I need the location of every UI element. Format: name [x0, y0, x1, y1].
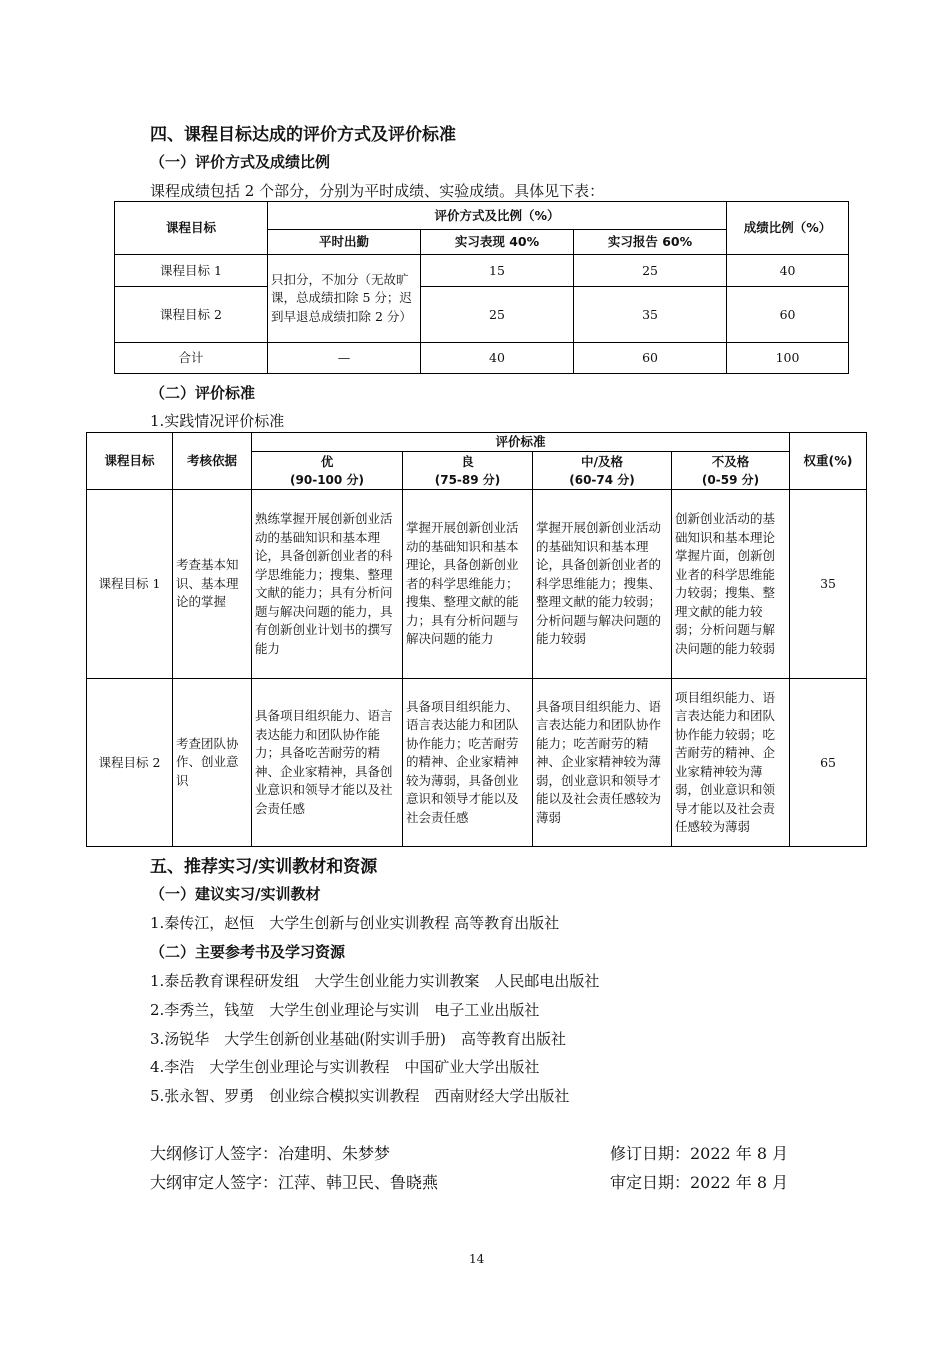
t1-perf: 25: [421, 287, 574, 343]
table-row: [87, 679, 867, 847]
t2-header-fail: 不及格 (0-59 分): [672, 452, 790, 490]
reference-item: 5.张永智、罗勇 创业综合模拟实训教程 西南财经大学出版社: [150, 1087, 570, 1105]
t2-basis: 考查团队协作、创业意识: [173, 679, 252, 847]
t2-header-weight: 权重(%): [790, 433, 867, 490]
t2-good: 具备项目组织能力、语言表达能力和团队协作能力；吃苦耐劳的精神、企业家精神较为薄弱，具备创业意识和领导才能以及社会责任感: [403, 679, 533, 847]
t1-ratio: 40: [727, 255, 849, 287]
revise-date: 修订日期：2022 年 8 月: [610, 1144, 789, 1163]
table-row: [115, 287, 849, 343]
t1-total-perf: 40: [421, 343, 574, 374]
t1-header-attend: 平时出勤: [268, 230, 421, 255]
t1-total-ratio: 100: [727, 343, 849, 374]
t1-goal: 课程目标 1: [115, 255, 268, 287]
table-row: [87, 490, 867, 679]
t1-header-goal: 课程目标: [115, 202, 268, 255]
section-4-sub2-item: 1.实践情况评价标准: [150, 412, 285, 430]
table-row: [115, 255, 849, 287]
approver-names: 江萍、韩卫民、鲁晓燕: [278, 1173, 439, 1192]
t1-header-report: 实习报告 60%: [574, 230, 727, 255]
t2-weight: 65: [790, 679, 867, 847]
reviser-signature: [150, 1141, 390, 1164]
section-5-title: 五、推荐实习/实训教材和资源: [150, 857, 378, 877]
t2-header-good: 良 (75-89 分): [403, 452, 533, 490]
t2-fail: 项目组织能力、语言表达能力和团队协作能力较弱；吃苦耐劳的精神、企业家精神较为薄弱，创业意识和领导才能以及社会责任感较为薄弱: [672, 679, 790, 847]
t1-header-ratio: 成绩比例（%）: [727, 202, 849, 255]
t1-perf: 15: [421, 255, 574, 287]
t2-basis: 考查基本知识、基本理论的掌握: [173, 490, 252, 679]
t2-header-goal: 课程目标: [87, 433, 173, 490]
t2-header-pass: 中/及格 (60-74 分): [533, 452, 672, 490]
approver-signature: [150, 1170, 438, 1193]
page-number: 14: [469, 1252, 485, 1266]
t2-header-standard: 评价标准: [252, 433, 790, 452]
t2-pass: 掌握开展创新创业活动的基础知识和基本理论，具备创新创业者的科学思维能力；搜集、整理文献的能力较弱；分析问题与解决问题的能力较弱: [533, 490, 672, 679]
reviser-names: 冶建明、朱梦梦: [278, 1144, 391, 1163]
section-5-sub2: （二）主要参考书及学习资源: [150, 943, 346, 961]
section-4-intro: 课程成绩包括 2 个部分，分别为平时成绩、实验成绩。具体见下表：: [150, 182, 605, 200]
evaluation-standard-table: [86, 432, 867, 847]
grade-ratio-table: [114, 201, 849, 374]
t1-header-perf: 实习表现 40%: [421, 230, 574, 255]
reference-item: 1.泰岳教育课程研发组 大学生创业能力实训教案 人民邮电出版社: [150, 972, 600, 990]
section-4-title: 四、课程目标达成的评价方式及评价标准: [150, 125, 456, 145]
textbook-item: 1.秦传江，赵恒 大学生创新与创业实训教程 高等教育出版社: [150, 914, 560, 932]
t2-excellent: 熟练掌握开展创新创业活动的基础知识和基本理论，具备创新创业者的科学思维能力；搜集、整理文献的能力；具有分析问题与解决问题的能力，具有创新创业计划书的撰写能力: [252, 490, 403, 679]
section-4-sub1: （一）评价方式及成绩比例: [150, 153, 331, 171]
t2-pass: 具备项目组织能力、语言表达能力和团队协作能力；吃苦耐劳的精神、企业家精神较为薄弱，创业意识和领导才能以及社会责任感较为薄弱: [533, 679, 672, 847]
section-5-sub1: （一）建议实习/实训教材: [150, 885, 321, 903]
t2-goal: 课程目标 1: [87, 490, 173, 679]
t2-fail: 创新创业活动的基础知识和基本理论掌握片面，创新创业者的科学思维能力较弱；搜集、整理文献的能力较弱；分析问题与解决问题的能力较弱: [672, 490, 790, 679]
approver-label: 大纲审定人签字：: [150, 1173, 279, 1192]
table-row-total: [115, 343, 849, 374]
t2-header-excellent: 优 (90-100 分): [252, 452, 403, 490]
t2-good: 掌握开展创新创业活动的基础知识和基本理论，具备创新创业者的科学思维能力；搜集、整理文献的能力；具有分析问题与解决问题的能力: [403, 490, 533, 679]
t2-excellent: 具备项目组织能力、语言表达能力和团队协作能力；具备吃苦耐劳的精神、企业家精神，具备创业意识和领导才能以及社会责任感: [252, 679, 403, 847]
t2-goal: 课程目标 2: [87, 679, 173, 847]
section-4-sub2: （二）评价标准: [150, 384, 256, 402]
reference-item: 3.汤锐华 大学生创新创业基础(附实训手册) 高等教育出版社: [150, 1030, 567, 1048]
t1-report: 35: [574, 287, 727, 343]
t1-goal: 课程目标 2: [115, 287, 268, 343]
reference-item: 4.李浩 大学生创业理论与实训教程 中国矿业大学出版社: [150, 1058, 540, 1076]
t2-header-basis: 考核依据: [173, 433, 252, 490]
t1-report: 25: [574, 255, 727, 287]
reviser-label: 大纲修订人签字：: [150, 1144, 279, 1163]
approve-date: 审定日期：2022 年 8 月: [610, 1173, 789, 1192]
t1-ratio: 60: [727, 287, 849, 343]
t1-total-label: 合计: [115, 343, 268, 374]
t2-weight: 35: [790, 490, 867, 679]
t1-total-report: 60: [574, 343, 727, 374]
t1-attend-rule: 只扣分，不加分（无故旷课，总成绩扣除 5 分；迟到早退总成绩扣除 2 分）: [268, 255, 421, 343]
t1-header-method: 评价方式及比例（%）: [268, 202, 727, 230]
reference-item: 2.李秀兰，钱堃 大学生创业理论与实训 电子工业出版社: [150, 1001, 540, 1019]
t1-total-attend: —: [268, 343, 421, 374]
